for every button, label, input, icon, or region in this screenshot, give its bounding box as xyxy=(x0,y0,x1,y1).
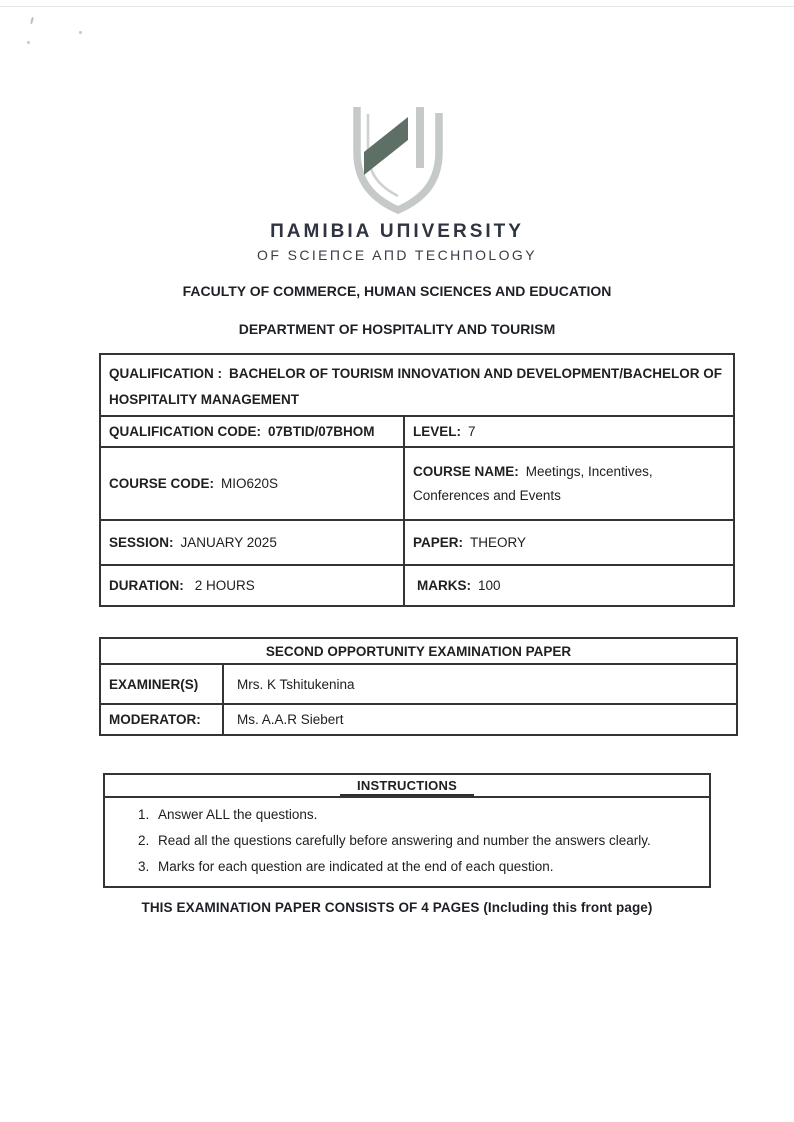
qualification-code-value: 07BTID/07BHOM xyxy=(268,424,375,439)
university-name-subline: OF SCIEΠCE AΠD TECHΠOLOGY xyxy=(257,247,537,263)
course-name-cell xyxy=(404,447,734,520)
instruction-item: 2. Read all the questions carefully before answering and number the answers clearly. xyxy=(153,830,709,851)
session-label: SESSION: xyxy=(109,535,174,550)
scan-speck xyxy=(27,41,30,44)
exam-paper-title: SECOND OPPORTUNITY EXAMINATION PAPER xyxy=(100,638,737,664)
scan-artifact-line xyxy=(0,6,794,7)
duration-label: DURATION: xyxy=(109,578,184,593)
faculty-heading: FACULTY OF COMMERCE, HUMAN SCIENCES AND EDUCATION xyxy=(182,283,612,299)
marks-label: MARKS: xyxy=(417,578,471,593)
scan-speck xyxy=(30,17,34,24)
instructions-list xyxy=(105,804,709,877)
qualification-value: BACHELOR OF TOURISM INNOVATION AND DEVELOPMENT/BACHELOR OF HOSPITALITY MANAGEMENT xyxy=(109,366,722,407)
paper-value: THEORY xyxy=(470,535,527,550)
instructions-title: INSTRUCTIONS xyxy=(340,778,474,796)
paper-label: PAPER: xyxy=(413,535,464,550)
instructions-box xyxy=(103,773,711,888)
scan-speck xyxy=(79,31,82,34)
level-value: 7 xyxy=(468,424,476,439)
instruction-item: 1. Answer ALL the questions. xyxy=(153,804,709,825)
instructions-header xyxy=(105,775,709,798)
moderator-name: Ms. A.A.R Siebert xyxy=(223,704,737,735)
session-cell xyxy=(100,520,404,565)
examiner-label: EXAMINER(S) xyxy=(100,664,223,704)
duration-value: 2 HOURS xyxy=(194,578,255,593)
course-name-value: Meetings, Incentives, Conferences and Events xyxy=(413,463,653,503)
university-name: ΠAMIBIA UΠIVERSITY xyxy=(270,221,524,242)
level-cell xyxy=(404,416,734,447)
qualification-code-label: QUALIFICATION CODE: xyxy=(109,424,261,439)
examiner-name: Mrs. K Tshitukenina xyxy=(223,664,737,704)
course-code-cell xyxy=(100,447,404,520)
course-code-label: COURSE CODE: xyxy=(109,476,215,491)
moderator-label: MODERATOR: xyxy=(100,704,223,735)
course-code-value: MIO620S xyxy=(221,476,279,491)
department-heading: DEPARTMENT OF HOSPITALITY AND TOURISM xyxy=(238,321,556,337)
marks-value: 100 xyxy=(478,578,501,593)
exam-staff-table xyxy=(99,637,738,736)
marks-cell xyxy=(404,565,734,606)
paper-cell xyxy=(404,520,734,565)
level-label: LEVEL: xyxy=(413,424,462,439)
qualification-code-cell xyxy=(100,416,404,447)
session-value: JANUARY 2025 xyxy=(180,535,277,550)
course-details-table xyxy=(99,353,735,607)
duration-cell xyxy=(100,565,404,606)
qualification-cell xyxy=(100,354,734,416)
university-shield-logo-icon xyxy=(346,94,450,218)
instruction-item: 3. Marks for each question are indicated at the end of each question. xyxy=(153,856,709,877)
course-name-label: COURSE NAME: xyxy=(413,463,519,479)
qualification-label: QUALIFICATION : xyxy=(109,366,222,381)
page-count-note: THIS EXAMINATION PAPER CONSISTS OF 4 PAGES (Including this front page) xyxy=(141,900,653,915)
